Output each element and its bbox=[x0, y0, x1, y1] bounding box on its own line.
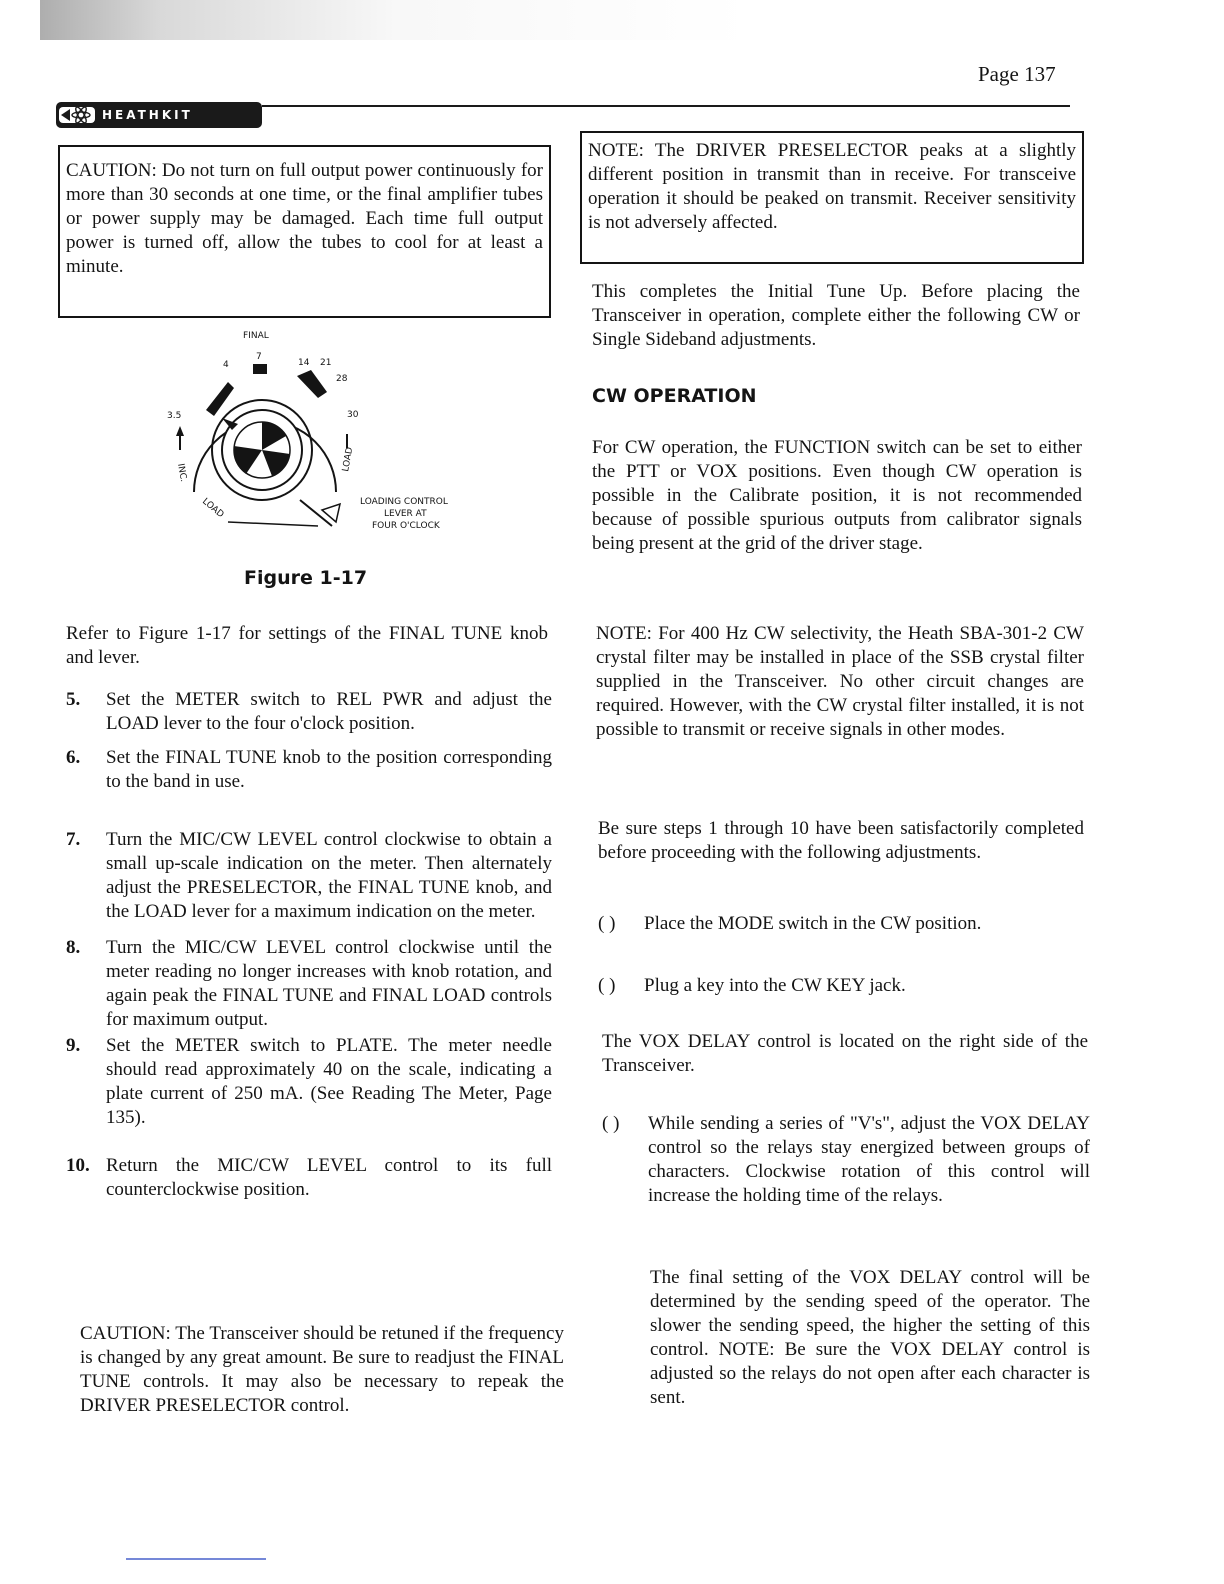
left-intro: Refer to Figure 1-17 for settings of the FINAL TUNE knob and lever. bbox=[66, 623, 548, 668]
load-label-left: LOAD bbox=[200, 496, 226, 521]
band-label-4: 4 bbox=[223, 360, 229, 370]
band-label-3-5: 3.5 bbox=[167, 411, 182, 421]
step-item bbox=[66, 1034, 552, 1130]
step-item bbox=[66, 936, 552, 1032]
checklist-text: While sending a series of "V's", adjust the VOX DELAY control so the relays stay energized between groups of characters. Clockwise rotation of this control will increase the holding time of the relays. bbox=[648, 1113, 1090, 1206]
note-box: NOTE: The DRIVER PRESELECTOR peaks at a slightly different position in transmit than in receive. For transceive operation it should be peaked on transmit. Receiver sensitivity is not adversely affected. bbox=[580, 131, 1084, 264]
step-text: Set the METER switch to PLATE. The meter needle should read approximately 40 on the scale, indicating a plate current of 250 mA. (See Reading The Meter, Page 135). bbox=[106, 1035, 552, 1128]
inc-label: INC. bbox=[175, 462, 189, 483]
step-number: 6. bbox=[66, 747, 81, 768]
header-rule bbox=[262, 105, 1070, 107]
caution-box: CAUTION: Do not turn on full output power continuously for more than 30 seconds at one time, or the final amplifier tubes or power supply may be damaged. Each time full output power is turned off, allow the tubes to cool for at least a minute. bbox=[58, 145, 551, 318]
lever-note-1: LOADING CONTROL bbox=[360, 497, 448, 507]
cw-note: NOTE: For 400 Hz CW selectivity, the Heath SBA-301-2 CW crystal filter may be installed in place of the SSB crystal filter supplied in the Transceiver. No other circuit changes are required. However, with the CW crystal filter installed, it is not possible to transmit or receive signals in other modes. bbox=[596, 623, 1084, 740]
load-label-right: LOAD bbox=[341, 446, 356, 473]
step-text: Set the FINAL TUNE knob to the position corresponding to the band in use. bbox=[106, 747, 552, 792]
band-label-7: 7 bbox=[256, 352, 262, 362]
final-setting: The final setting of the VOX DELAY control will be determined by the sending speed of the operator. The slower the sending speed, the higher the setting of this control. NOTE: Be sure the VOX DELAY control is adjusted so the relays do not open after each character is sent. bbox=[650, 1267, 1090, 1408]
band-label-28: 28 bbox=[336, 374, 348, 384]
band-marker-21 bbox=[297, 370, 327, 398]
figure-title: FINAL bbox=[243, 331, 269, 341]
cw-para: For CW operation, the FUNCTION switch can be set to either the PTT or VOX positions. Even though CW operation is possible in the Calibrate position, it is not recommended because of possible spurious outputs from calibrator signals being present at the grid of the driver stage. bbox=[592, 437, 1082, 554]
step-number: 10. bbox=[66, 1155, 90, 1176]
checklist-item bbox=[602, 1112, 1090, 1208]
step-text: Turn the MIC/CW LEVEL control clockwise until the meter reading no longer increases with knob rotation, and again peak the FINAL TUNE and FINAL LOAD controls for maximum output. bbox=[106, 937, 552, 1030]
step-number: 9. bbox=[66, 1035, 81, 1056]
checkbox[interactable]: ( ) bbox=[602, 1113, 620, 1134]
completes-text: This completes the Initial Tune Up. Before placing the Transceiver in operation, complete either the following CW or Single Sideband adjustments. bbox=[592, 281, 1080, 350]
step-number: 8. bbox=[66, 937, 81, 958]
checklist-item bbox=[598, 912, 1088, 936]
figure-1-17-dial bbox=[150, 322, 490, 567]
step-text: Turn the MIC/CW LEVEL control clockwise to obtain a small up-scale indication on the meter. Then alternately adjust the PRESELECTOR, the FINAL TUNE knob, and the LOAD lever for a maximum indication on the meter. bbox=[106, 829, 552, 922]
lever-note-2: LEVER AT bbox=[384, 509, 427, 519]
footer-mark bbox=[126, 1558, 266, 1560]
step-text: Return the MIC/CW LEVEL control to its full counterclockwise position. bbox=[106, 1155, 552, 1200]
step-item bbox=[66, 1154, 552, 1202]
atom-icon bbox=[58, 105, 96, 125]
step-text: Set the METER switch to REL PWR and adjust the LOAD lever to the four o'clock position. bbox=[106, 689, 552, 734]
checklist-text: Plug a key into the CW KEY jack. bbox=[644, 975, 906, 996]
brand-name: HEATHKIT bbox=[102, 108, 193, 122]
cw-be-sure: Be sure steps 1 through 10 have been satisfactorily completed before proceeding with the following adjustments. bbox=[598, 818, 1084, 863]
cw-heading: CW OPERATION bbox=[592, 385, 757, 407]
lever-note-3: FOUR O'CLOCK bbox=[372, 521, 440, 531]
band-marker-7 bbox=[253, 364, 267, 374]
vox-location: The VOX DELAY control is located on the right side of the Transceiver. bbox=[602, 1031, 1088, 1076]
inc-arrow bbox=[176, 426, 184, 436]
checklist-text: Place the MODE switch in the CW position. bbox=[644, 913, 982, 934]
page-number: Page 137 bbox=[978, 62, 1056, 86]
scan-shadow bbox=[40, 0, 1224, 40]
left-caution: CAUTION: The Transceiver should be retuned if the frequency is changed by any great amount. Be sure to readjust the FINAL TUNE controls. It may also be necessary to repeak the DRIVER PRESELECTOR control. bbox=[80, 1323, 564, 1416]
figure-caption: Figure 1-17 bbox=[244, 567, 368, 589]
step-number: 5. bbox=[66, 689, 81, 710]
checklist-item bbox=[598, 974, 1088, 998]
band-label-21: 21 bbox=[320, 358, 332, 368]
checkbox[interactable]: ( ) bbox=[598, 975, 616, 996]
cw-checklist bbox=[598, 912, 1088, 998]
band-label-14: 14 bbox=[298, 358, 310, 368]
heathkit-logo bbox=[56, 102, 262, 128]
checkbox[interactable]: ( ) bbox=[598, 913, 616, 934]
step-list bbox=[66, 688, 552, 1202]
step-item bbox=[66, 688, 552, 736]
step-number: 7. bbox=[66, 829, 81, 850]
step-item bbox=[66, 746, 552, 794]
band-label-30: 30 bbox=[347, 410, 359, 420]
step-item bbox=[66, 828, 552, 924]
